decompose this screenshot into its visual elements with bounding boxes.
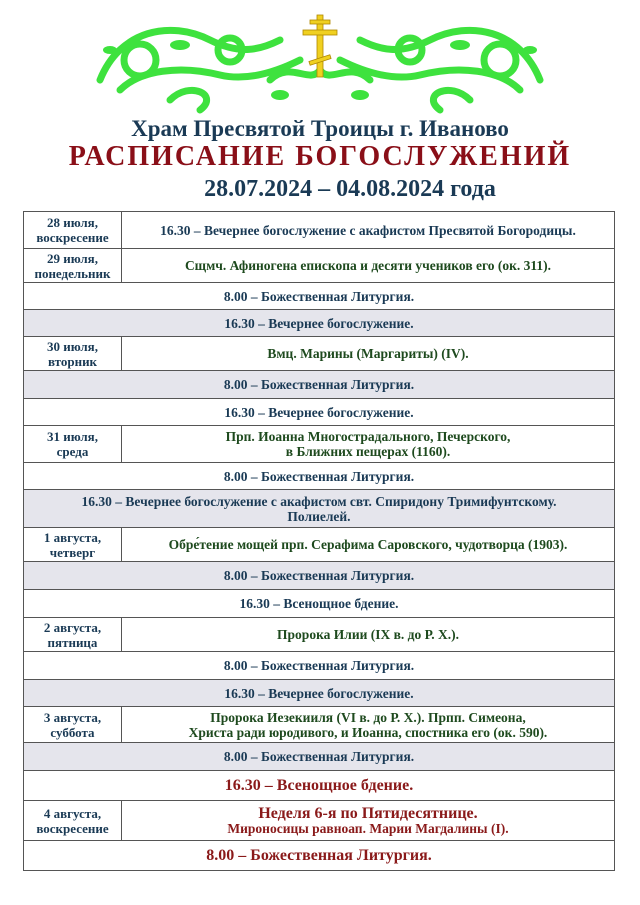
service-cell: 16.30 – Всенощное бдение. (24, 590, 615, 618)
table-row (24, 652, 615, 680)
table-row (24, 680, 615, 707)
service-cell: 16.30 – Вечернее богослужение. (24, 399, 615, 426)
table-row (24, 212, 615, 249)
date-cell: 4 августа, воскресение (24, 801, 122, 841)
service-cell: 8.00 – Божественная Литургия. (24, 743, 615, 771)
table-row (24, 707, 615, 743)
table-row (24, 771, 615, 801)
date-range: 28.07.2024 – 04.08.2024 года (204, 176, 496, 202)
service-cell: 8.00 – Божественная Литургия. (24, 283, 615, 310)
floral-ornament (80, 10, 560, 115)
table-row (24, 283, 615, 310)
page-title: РАСПИСАНИЕ БОГОСЛУЖЕНИЙ (68, 141, 572, 172)
feast-cell: Вмц. Марины (Маргариты) (IV). (122, 337, 615, 371)
service-cell: 8.00 – Божественная Литургия. (24, 652, 615, 680)
service-cell: 16.30 – Вечернее богослужение с акафистом Пресвятой Богородицы. (122, 212, 615, 249)
feast-cell: Пророка Илии (IX в. до Р. Х.). (122, 618, 615, 652)
schedule-table (23, 211, 615, 871)
feast-cell: Неделя 6-я по Пятидесятнице. Мироносицы равноап. Марии Магдалины (I). (122, 801, 615, 841)
service-cell: 8.00 – Божественная Литургия. (24, 841, 615, 871)
service-cell: 8.00 – Божественная Литургия. (24, 562, 615, 590)
table-row (24, 426, 615, 463)
table-row (24, 310, 615, 337)
service-cell: 16.30 – Вечернее богослужение. (24, 310, 615, 337)
table-row (24, 337, 615, 371)
table-row (24, 590, 615, 618)
service-cell: 8.00 – Божественная Литургия. (24, 371, 615, 399)
service-cell: 16.30 – Всенощное бдение. (24, 771, 615, 801)
table-row (24, 490, 615, 528)
table-row (24, 743, 615, 771)
date-cell: 31 июля, среда (24, 426, 122, 463)
date-cell: 30 июля, вторник (24, 337, 122, 371)
table-row (24, 463, 615, 490)
feast-cell: Прп. Иоанна Многострадального, Печерского, в Ближних пещерах (1160). (122, 426, 615, 463)
feast-cell: Обре́тение мощей прп. Серафима Саровского, чудотворца (1903). (122, 528, 615, 562)
date-cell: 28 июля, воскресение (24, 212, 122, 249)
table-row (24, 618, 615, 652)
service-cell: 8.00 – Божественная Литургия. (24, 463, 615, 490)
date-cell: 2 августа, пятница (24, 618, 122, 652)
table-row (24, 562, 615, 590)
table-row (24, 528, 615, 562)
date-cell: 1 августа, четверг (24, 528, 122, 562)
date-cell: 29 июля, понедельник (24, 249, 122, 283)
orthodox-cross-icon (303, 15, 337, 77)
table-row (24, 841, 615, 871)
table-row (24, 399, 615, 426)
table-row (24, 249, 615, 283)
service-cell: 16.30 – Вечернее богослужение с акафистом свт. Спиридону Тримифунтскому. Полиелей. (24, 490, 615, 528)
date-cell: 3 августа, суббота (24, 707, 122, 743)
table-row (24, 801, 615, 841)
church-name: Храм Пресвятой Троицы г. Иваново (131, 116, 509, 141)
service-cell: 16.30 – Вечернее богослужение. (24, 680, 615, 707)
table-row (24, 371, 615, 399)
feast-cell: Сщмч. Афиногена епископа и десяти учеников его (ок. 311). (122, 249, 615, 283)
feast-cell: Пророка Иезекииля (VI в. до Р. Х.). Прпп. Симеона, Христа ради юродивого, и Иоанна, спостника его (ок. 590). (122, 707, 615, 743)
